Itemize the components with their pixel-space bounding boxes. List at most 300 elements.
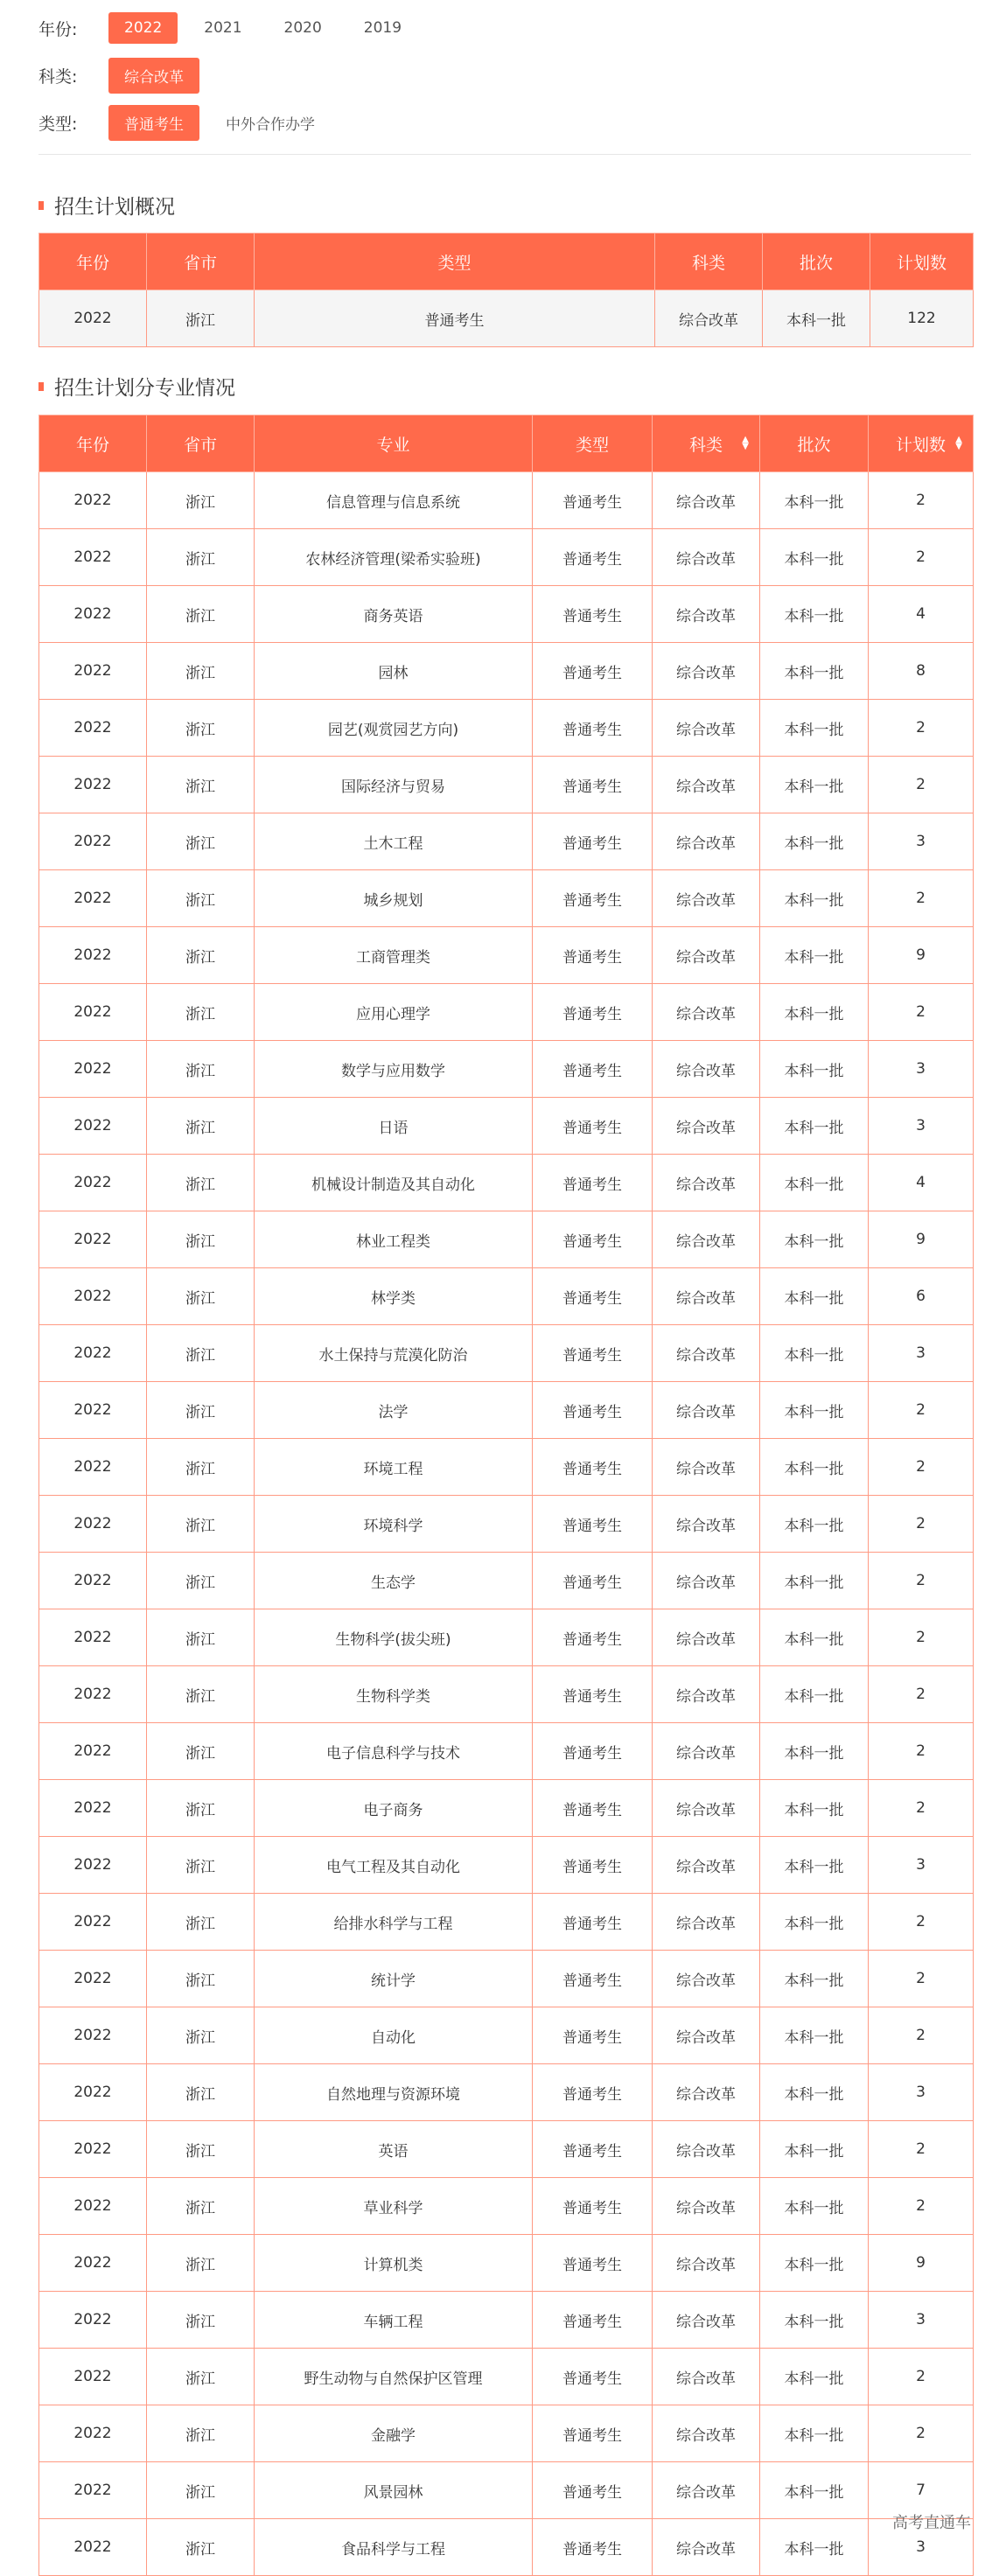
cell-subject: 综合改革 bbox=[653, 870, 760, 927]
detail-table bbox=[38, 415, 974, 2576]
cell-subject: 综合改革 bbox=[653, 813, 760, 870]
cell-batch: 本科一批 bbox=[760, 1609, 869, 1666]
filter-divider bbox=[38, 154, 971, 155]
table-row bbox=[39, 984, 974, 1041]
cell-province: 浙江 bbox=[147, 1098, 255, 1155]
cell-year: 2022 bbox=[39, 2405, 147, 2462]
cell-subject: 综合改革 bbox=[653, 472, 760, 529]
cell-type: 普通考生 bbox=[533, 1268, 653, 1325]
table-row bbox=[39, 1553, 974, 1609]
cell-year: 2022 bbox=[39, 757, 147, 813]
sort-up-icon: ▲ bbox=[742, 435, 749, 444]
cell-batch: 本科一批 bbox=[760, 927, 869, 984]
cell-major: 水土保持与荒漠化防治 bbox=[255, 1325, 533, 1382]
detail-title-text: 招生计划分专业情况 bbox=[54, 377, 235, 400]
table-row bbox=[39, 1325, 974, 1382]
cell-batch: 本科一批 bbox=[760, 984, 869, 1041]
detail-header-subject-label: 科类 bbox=[688, 435, 723, 455]
cell-plan: 2 bbox=[869, 2121, 974, 2178]
cell-type: 普通考生 bbox=[533, 1894, 653, 1951]
cell-type: 普通考生 bbox=[533, 586, 653, 643]
cell-province: 浙江 bbox=[147, 529, 255, 586]
cell-type: 普通考生 bbox=[533, 927, 653, 984]
cell-batch: 本科一批 bbox=[760, 700, 869, 757]
cell-major: 林学类 bbox=[255, 1268, 533, 1325]
summary-header-province: 省市 bbox=[147, 234, 255, 290]
cell-year: 2022 bbox=[39, 2178, 147, 2235]
cell-plan: 3 bbox=[869, 1098, 974, 1155]
cell-province: 浙江 bbox=[147, 700, 255, 757]
cell-major: 生物科学(拔尖班) bbox=[255, 1609, 533, 1666]
cell-year: 2022 bbox=[39, 1439, 147, 1496]
table-row bbox=[39, 2349, 974, 2405]
cell-batch: 本科一批 bbox=[760, 2349, 869, 2405]
cell-province: 浙江 bbox=[147, 2462, 255, 2519]
cell-province: 浙江 bbox=[147, 1780, 255, 1837]
cell-plan: 7 bbox=[869, 2462, 974, 2519]
cell-subject: 综合改革 bbox=[653, 2349, 760, 2405]
cell-major: 日语 bbox=[255, 1098, 533, 1155]
year-option-2021[interactable]: 2021 bbox=[204, 19, 242, 37]
cell-batch: 本科一批 bbox=[760, 1666, 869, 1723]
cell-plan: 4 bbox=[869, 1155, 974, 1211]
filter-subject-row bbox=[38, 58, 971, 93]
table-row bbox=[39, 927, 974, 984]
detail-header-row bbox=[39, 415, 974, 472]
cell-subject: 综合改革 bbox=[653, 1325, 760, 1382]
cell-plan: 2 bbox=[869, 2007, 974, 2064]
cell-type: 普通考生 bbox=[533, 1837, 653, 1894]
table-row bbox=[39, 1609, 974, 1666]
cell-batch: 本科一批 bbox=[760, 1268, 869, 1325]
cell-plan: 2 bbox=[869, 984, 974, 1041]
cell-plan: 3 bbox=[869, 1837, 974, 1894]
cell-major: 金融学 bbox=[255, 2405, 533, 2462]
cell-plan: 2 bbox=[869, 2405, 974, 2462]
cell-type: 普通考生 bbox=[533, 2349, 653, 2405]
table-row bbox=[39, 1837, 974, 1894]
summary-cell-year: 2022 bbox=[39, 290, 147, 347]
cell-plan: 9 bbox=[869, 2235, 974, 2292]
cell-batch: 本科一批 bbox=[760, 1837, 869, 1894]
cell-year: 2022 bbox=[39, 2007, 147, 2064]
cell-batch: 本科一批 bbox=[760, 529, 869, 586]
cell-major: 环境工程 bbox=[255, 1439, 533, 1496]
cell-batch: 本科一批 bbox=[760, 2064, 869, 2121]
summary-header-subject: 科类 bbox=[655, 234, 763, 290]
cell-batch: 本科一批 bbox=[760, 643, 869, 700]
cell-major: 园艺(观赏园艺方向) bbox=[255, 700, 533, 757]
detail-header-plan-label: 计划数 bbox=[895, 435, 946, 455]
cell-major: 应用心理学 bbox=[255, 984, 533, 1041]
cell-subject: 综合改革 bbox=[653, 2064, 760, 2121]
cell-type: 普通考生 bbox=[533, 1609, 653, 1666]
cell-batch: 本科一批 bbox=[760, 2235, 869, 2292]
cell-plan: 2 bbox=[869, 529, 974, 586]
summary-cell-province: 浙江 bbox=[147, 290, 255, 347]
cell-year: 2022 bbox=[39, 472, 147, 529]
cell-major: 机械设计制造及其自动化 bbox=[255, 1155, 533, 1211]
section-marker-icon bbox=[38, 382, 44, 391]
cell-subject: 综合改革 bbox=[653, 586, 760, 643]
cell-plan: 2 bbox=[869, 1723, 974, 1780]
cell-year: 2022 bbox=[39, 586, 147, 643]
cell-plan: 2 bbox=[869, 2349, 974, 2405]
cell-type: 普通考生 bbox=[533, 1780, 653, 1837]
cell-type: 普通考生 bbox=[533, 870, 653, 927]
cell-major: 法学 bbox=[255, 1382, 533, 1439]
cell-plan: 6 bbox=[869, 1268, 974, 1325]
cell-subject: 综合改革 bbox=[653, 757, 760, 813]
cell-batch: 本科一批 bbox=[760, 870, 869, 927]
summary-cell-type: 普通考生 bbox=[255, 290, 655, 347]
table-row bbox=[39, 2519, 974, 2576]
cell-major: 生物科学类 bbox=[255, 1666, 533, 1723]
cell-year: 2022 bbox=[39, 2462, 147, 2519]
table-row bbox=[39, 1780, 974, 1837]
cell-major: 数学与应用数学 bbox=[255, 1041, 533, 1098]
cell-batch: 本科一批 bbox=[760, 1894, 869, 1951]
cell-type: 普通考生 bbox=[533, 2235, 653, 2292]
cell-year: 2022 bbox=[39, 2519, 147, 2576]
cell-type: 普通考生 bbox=[533, 1382, 653, 1439]
cell-subject: 综合改革 bbox=[653, 1894, 760, 1951]
cell-province: 浙江 bbox=[147, 1041, 255, 1098]
cell-province: 浙江 bbox=[147, 1211, 255, 1268]
cell-type: 普通考生 bbox=[533, 1723, 653, 1780]
table-row bbox=[39, 1666, 974, 1723]
year-option-2020[interactable]: 2020 bbox=[283, 19, 322, 37]
cell-major: 环境科学 bbox=[255, 1496, 533, 1553]
cell-type: 普通考生 bbox=[533, 700, 653, 757]
cell-major: 风景园林 bbox=[255, 2462, 533, 2519]
table-row bbox=[39, 2405, 974, 2462]
cell-subject: 综合改革 bbox=[653, 1496, 760, 1553]
cell-plan: 3 bbox=[869, 813, 974, 870]
summary-cell-batch: 本科一批 bbox=[763, 290, 870, 347]
cell-subject: 综合改革 bbox=[653, 700, 760, 757]
summary-header-row bbox=[39, 234, 974, 290]
cell-plan: 2 bbox=[869, 1496, 974, 1553]
table-row bbox=[39, 2292, 974, 2349]
cell-year: 2022 bbox=[39, 1609, 147, 1666]
cell-province: 浙江 bbox=[147, 1325, 255, 1382]
cell-type: 普通考生 bbox=[533, 1951, 653, 2007]
cell-province: 浙江 bbox=[147, 813, 255, 870]
table-row bbox=[39, 1155, 974, 1211]
cell-type: 普通考生 bbox=[533, 643, 653, 700]
cell-province: 浙江 bbox=[147, 757, 255, 813]
cell-year: 2022 bbox=[39, 2349, 147, 2405]
cell-plan: 3 bbox=[869, 2292, 974, 2349]
cell-type: 普通考生 bbox=[533, 1496, 653, 1553]
cell-year: 2022 bbox=[39, 1951, 147, 2007]
cell-plan: 2 bbox=[869, 1894, 974, 1951]
filter-subject-label: 科类: bbox=[38, 66, 78, 87]
cell-batch: 本科一批 bbox=[760, 472, 869, 529]
cell-plan: 2 bbox=[869, 757, 974, 813]
table-row bbox=[39, 529, 974, 586]
cell-year: 2022 bbox=[39, 2235, 147, 2292]
cell-province: 浙江 bbox=[147, 1553, 255, 1609]
sort-down-icon: ▼ bbox=[742, 442, 749, 451]
cell-type: 普通考生 bbox=[533, 2121, 653, 2178]
filter-type-row bbox=[38, 105, 971, 140]
summary-cell-plan: 122 bbox=[870, 290, 974, 347]
cell-subject: 综合改革 bbox=[653, 927, 760, 984]
summary-header-batch: 批次 bbox=[763, 234, 870, 290]
table-row bbox=[39, 1439, 974, 1496]
cell-subject: 综合改革 bbox=[653, 1382, 760, 1439]
cell-plan: 2 bbox=[869, 472, 974, 529]
cell-type: 普通考生 bbox=[533, 1155, 653, 1211]
cell-plan: 2 bbox=[869, 1951, 974, 2007]
detail-header-plan[interactable] bbox=[869, 415, 974, 472]
cell-major: 食品科学与工程 bbox=[255, 2519, 533, 2576]
cell-major: 信息管理与信息系统 bbox=[255, 472, 533, 529]
cell-province: 浙江 bbox=[147, 1666, 255, 1723]
cell-subject: 综合改革 bbox=[653, 2007, 760, 2064]
cell-major: 野生动物与自然保护区管理 bbox=[255, 2349, 533, 2405]
cell-major: 电子信息科学与技术 bbox=[255, 1723, 533, 1780]
year-option-2019[interactable]: 2019 bbox=[363, 19, 402, 37]
sort-icon[interactable] bbox=[955, 436, 962, 450]
cell-major: 国际经济与贸易 bbox=[255, 757, 533, 813]
cell-batch: 本科一批 bbox=[760, 2121, 869, 2178]
cell-type: 普通考生 bbox=[533, 2462, 653, 2519]
cell-subject: 综合改革 bbox=[653, 1553, 760, 1609]
cell-subject: 综合改革 bbox=[653, 1098, 760, 1155]
cell-year: 2022 bbox=[39, 1155, 147, 1211]
cell-major: 车辆工程 bbox=[255, 2292, 533, 2349]
cell-subject: 综合改革 bbox=[653, 2519, 760, 2576]
summary-table bbox=[38, 233, 974, 347]
table-row bbox=[39, 2235, 974, 2292]
cell-type: 普通考生 bbox=[533, 1666, 653, 1723]
cell-year: 2022 bbox=[39, 529, 147, 586]
filter-panel bbox=[38, 10, 971, 152]
cell-year: 2022 bbox=[39, 813, 147, 870]
cell-type: 普通考生 bbox=[533, 2292, 653, 2349]
cell-major: 农林经济管理(梁希实验班) bbox=[255, 529, 533, 586]
cell-subject: 综合改革 bbox=[653, 643, 760, 700]
cell-province: 浙江 bbox=[147, 2519, 255, 2576]
cell-major: 生态学 bbox=[255, 1553, 533, 1609]
cell-batch: 本科一批 bbox=[760, 1723, 869, 1780]
cell-plan: 2 bbox=[869, 2178, 974, 2235]
cell-province: 浙江 bbox=[147, 1609, 255, 1666]
cell-type: 普通考生 bbox=[533, 2064, 653, 2121]
year-option-2022[interactable]: 2022 bbox=[108, 12, 178, 44]
cell-batch: 本科一批 bbox=[760, 1098, 869, 1155]
table-row bbox=[39, 757, 974, 813]
cell-plan: 2 bbox=[869, 700, 974, 757]
cell-province: 浙江 bbox=[147, 870, 255, 927]
cell-major: 土木工程 bbox=[255, 813, 533, 870]
table-row bbox=[39, 1268, 974, 1325]
sort-down-icon: ▼ bbox=[955, 442, 962, 451]
cell-province: 浙江 bbox=[147, 643, 255, 700]
cell-plan: 9 bbox=[869, 1211, 974, 1268]
cell-batch: 本科一批 bbox=[760, 757, 869, 813]
table-row bbox=[39, 2064, 974, 2121]
table-row bbox=[39, 1098, 974, 1155]
cell-type: 普通考生 bbox=[533, 2178, 653, 2235]
cell-subject: 综合改革 bbox=[653, 2462, 760, 2519]
cell-subject: 综合改革 bbox=[653, 984, 760, 1041]
cell-batch: 本科一批 bbox=[760, 1496, 869, 1553]
cell-type: 普通考生 bbox=[533, 1098, 653, 1155]
table-row bbox=[39, 472, 974, 529]
cell-major: 城乡规划 bbox=[255, 870, 533, 927]
cell-subject: 综合改革 bbox=[653, 1609, 760, 1666]
cell-major: 计算机类 bbox=[255, 2235, 533, 2292]
cell-type: 普通考生 bbox=[533, 757, 653, 813]
cell-province: 浙江 bbox=[147, 2235, 255, 2292]
cell-year: 2022 bbox=[39, 1666, 147, 1723]
cell-subject: 综合改革 bbox=[653, 1268, 760, 1325]
cell-plan: 3 bbox=[869, 1041, 974, 1098]
cell-province: 浙江 bbox=[147, 472, 255, 529]
cell-major: 给排水科学与工程 bbox=[255, 1894, 533, 1951]
summary-header-type: 类型 bbox=[255, 234, 655, 290]
cell-batch: 本科一批 bbox=[760, 1155, 869, 1211]
cell-plan: 8 bbox=[869, 643, 974, 700]
cell-type: 普通考生 bbox=[533, 1325, 653, 1382]
cell-province: 浙江 bbox=[147, 2349, 255, 2405]
cell-year: 2022 bbox=[39, 1496, 147, 1553]
cell-subject: 综合改革 bbox=[653, 2405, 760, 2462]
cell-batch: 本科一批 bbox=[760, 2292, 869, 2349]
cell-plan: 2 bbox=[869, 870, 974, 927]
cell-batch: 本科一批 bbox=[760, 2405, 869, 2462]
filter-year-row bbox=[38, 10, 971, 45]
cell-major: 电气工程及其自动化 bbox=[255, 1837, 533, 1894]
cell-year: 2022 bbox=[39, 1553, 147, 1609]
cell-batch: 本科一批 bbox=[760, 1041, 869, 1098]
cell-province: 浙江 bbox=[147, 1837, 255, 1894]
cell-batch: 本科一批 bbox=[760, 1780, 869, 1837]
summary-header-plan: 计划数 bbox=[870, 234, 974, 290]
cell-batch: 本科一批 bbox=[760, 2519, 869, 2576]
cell-batch: 本科一批 bbox=[760, 1325, 869, 1382]
cell-province: 浙江 bbox=[147, 2292, 255, 2349]
cell-type: 普通考生 bbox=[533, 2405, 653, 2462]
cell-subject: 综合改革 bbox=[653, 1041, 760, 1098]
cell-subject: 综合改革 bbox=[653, 2178, 760, 2235]
cell-province: 浙江 bbox=[147, 2064, 255, 2121]
table-row bbox=[39, 643, 974, 700]
cell-subject: 综合改革 bbox=[653, 1951, 760, 2007]
table-row bbox=[39, 870, 974, 927]
cell-batch: 本科一批 bbox=[760, 813, 869, 870]
summary-row bbox=[39, 290, 974, 347]
cell-province: 浙江 bbox=[147, 1439, 255, 1496]
sort-up-icon: ▲ bbox=[955, 435, 962, 444]
cell-major: 工商管理类 bbox=[255, 927, 533, 984]
cell-plan: 9 bbox=[869, 927, 974, 984]
cell-province: 浙江 bbox=[147, 984, 255, 1041]
cell-subject: 综合改革 bbox=[653, 1666, 760, 1723]
detail-header-subject[interactable] bbox=[653, 415, 760, 472]
table-row bbox=[39, 586, 974, 643]
cell-year: 2022 bbox=[39, 1268, 147, 1325]
cell-type: 普通考生 bbox=[533, 1041, 653, 1098]
cell-batch: 本科一批 bbox=[760, 2462, 869, 2519]
cell-year: 2022 bbox=[39, 1211, 147, 1268]
cell-province: 浙江 bbox=[147, 1496, 255, 1553]
detail-section-title bbox=[38, 372, 235, 401]
cell-major: 统计学 bbox=[255, 1951, 533, 2007]
subject-option-comprehensive[interactable]: 综合改革 bbox=[108, 58, 199, 94]
cell-plan: 2 bbox=[869, 1780, 974, 1837]
summary-section-title bbox=[38, 191, 175, 220]
cell-year: 2022 bbox=[39, 1780, 147, 1837]
cell-subject: 综合改革 bbox=[653, 1155, 760, 1211]
section-marker-icon bbox=[38, 201, 44, 210]
table-row bbox=[39, 1951, 974, 2007]
cell-type: 普通考生 bbox=[533, 1211, 653, 1268]
cell-subject: 综合改革 bbox=[653, 1439, 760, 1496]
cell-major: 自然地理与资源环境 bbox=[255, 2064, 533, 2121]
cell-batch: 本科一批 bbox=[760, 2007, 869, 2064]
cell-plan: 2 bbox=[869, 1609, 974, 1666]
cell-province: 浙江 bbox=[147, 2178, 255, 2235]
type-option-regular[interactable]: 普通考生 bbox=[108, 105, 199, 141]
cell-year: 2022 bbox=[39, 1837, 147, 1894]
cell-province: 浙江 bbox=[147, 1723, 255, 1780]
cell-major: 电子商务 bbox=[255, 1780, 533, 1837]
cell-year: 2022 bbox=[39, 1723, 147, 1780]
cell-year: 2022 bbox=[39, 1325, 147, 1382]
cell-batch: 本科一批 bbox=[760, 1553, 869, 1609]
cell-plan: 2 bbox=[869, 1382, 974, 1439]
table-row bbox=[39, 1041, 974, 1098]
cell-subject: 综合改革 bbox=[653, 1837, 760, 1894]
cell-type: 普通考生 bbox=[533, 2007, 653, 2064]
cell-major: 园林 bbox=[255, 643, 533, 700]
cell-province: 浙江 bbox=[147, 1382, 255, 1439]
cell-province: 浙江 bbox=[147, 927, 255, 984]
cell-subject: 综合改革 bbox=[653, 1723, 760, 1780]
table-row bbox=[39, 1382, 974, 1439]
cell-plan: 3 bbox=[869, 2064, 974, 2121]
cell-batch: 本科一批 bbox=[760, 586, 869, 643]
cell-batch: 本科一批 bbox=[760, 2178, 869, 2235]
filter-type-label: 类型: bbox=[38, 114, 78, 134]
cell-province: 浙江 bbox=[147, 1268, 255, 1325]
cell-plan: 2 bbox=[869, 1553, 974, 1609]
cell-year: 2022 bbox=[39, 700, 147, 757]
cell-plan: 3 bbox=[869, 2519, 974, 2576]
type-option-sino-foreign[interactable]: 中外合作办学 bbox=[226, 115, 315, 134]
cell-type: 普通考生 bbox=[533, 1439, 653, 1496]
cell-province: 浙江 bbox=[147, 1155, 255, 1211]
cell-major: 商务英语 bbox=[255, 586, 533, 643]
cell-province: 浙江 bbox=[147, 1951, 255, 2007]
cell-province: 浙江 bbox=[147, 1894, 255, 1951]
sort-icon[interactable] bbox=[742, 436, 749, 450]
cell-plan: 4 bbox=[869, 586, 974, 643]
cell-subject: 综合改革 bbox=[653, 1780, 760, 1837]
table-row bbox=[39, 1894, 974, 1951]
cell-year: 2022 bbox=[39, 1382, 147, 1439]
cell-batch: 本科一批 bbox=[760, 1382, 869, 1439]
cell-year: 2022 bbox=[39, 2292, 147, 2349]
table-row bbox=[39, 2462, 974, 2519]
cell-year: 2022 bbox=[39, 643, 147, 700]
cell-year: 2022 bbox=[39, 1098, 147, 1155]
